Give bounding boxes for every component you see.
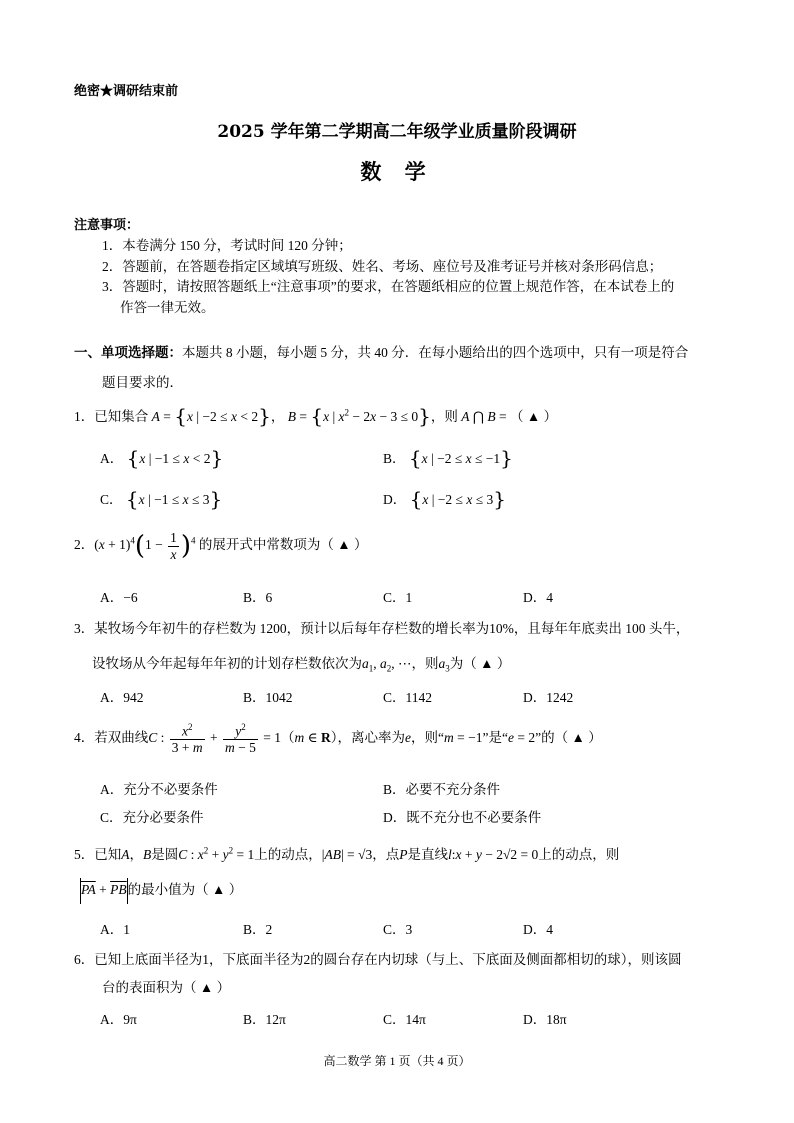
q4-text5: ”的（ ▲ ）: [535, 729, 602, 745]
q4-option-b: B．必要不充分条件: [383, 782, 501, 797]
q1-option-a: A． {x | −1 ≤ x < 2}: [100, 446, 224, 470]
q4-prefix: 4．若双曲线: [74, 729, 149, 745]
q4-option-c: C．充分必要条件: [100, 810, 204, 825]
question-4: 4．若双曲线C : $\frac{x^2}{3 + m}$ + $\frac{y^2}{m - 5}$ = 1（m ∈ R），离心率为e，则“m = −1”是“e = 2”的（ ▲ ）: [74, 722, 602, 756]
question-6-line2: 台的表面积为（ ▲ ）: [102, 980, 231, 995]
question-5-line1: 5．已知A，B是圆C : $x^2 + y^2 = 1$上的动点，|AB| = √3，点P是直线l:x + y − 2√2 = 0上的动点，则: [74, 845, 620, 862]
notes-heading: 注意事项：: [74, 217, 140, 232]
q5-t4: ，点: [372, 847, 400, 862]
q4-option-a: A．充分不必要条件: [100, 782, 218, 797]
q1-c-label: C．: [100, 492, 123, 507]
question-3-line1: 3．某牧场今年初牛的存栏数为 1200，预计以后每年存栏数的增长率为10%，且每年年底卖出 100 头牛，: [74, 621, 690, 636]
q3-option-d: D．1242: [523, 690, 574, 705]
subject-title: 数 学: [360, 159, 434, 184]
q5-t3: 上的动点，: [254, 847, 322, 862]
q1-prefix: 1．已知集合: [74, 409, 149, 424]
q1-option-c: C． {x | −1 ≤ x ≤ 3}: [100, 487, 223, 511]
section1-text-cont: 题目要求的．: [102, 375, 183, 390]
q6-option-d: D．18π: [523, 1012, 567, 1027]
q5-t2: 是圆: [151, 847, 179, 862]
q1-end: （ ▲ ）: [509, 409, 558, 424]
question-5-line2: $\overline{PA} + \overline{PB}$的最小值为（ ▲ ）: [80, 878, 242, 904]
q5-option-b: B．2: [243, 922, 273, 937]
q5-prefix: 5．已知: [74, 847, 122, 862]
q3-line2a: 设牧场从今年起每年年初的计划存栏数依次为: [92, 656, 362, 671]
q1-option-d: D． {x | −2 ≤ x ≤ 3}: [383, 487, 506, 511]
q6-option-b: B．12π: [243, 1012, 286, 1027]
section1-text: 本题共 8 小题，每小题 5 分，共 40 分．在每小题给出的四个选项中，只有一项是符合: [182, 345, 689, 360]
section1-label: 一、单项选择题：: [74, 345, 182, 360]
secret-label: 绝密★调研结束前: [74, 83, 179, 98]
q5-t6: 上的动点，则: [538, 847, 620, 862]
q2-option-a: A．−6: [100, 590, 138, 605]
question-2: 2．$(x + 1)^4(1$ − $\frac{1}{x}$ )$^4$ 的展开式中常数项为（ ▲ ）: [74, 530, 368, 562]
q5-option-a: A．1: [100, 922, 130, 937]
q4-text2: ），离心率为: [330, 729, 406, 745]
q4-text: （: [281, 729, 295, 745]
q2-option-c: C．1: [383, 590, 413, 605]
q6-option-c: C．14π: [383, 1012, 426, 1027]
q3-line2b: ，则: [411, 656, 439, 671]
q4-option-d: D．既不充分也不必要条件: [383, 810, 542, 825]
note-item-3: 3．答题时，请按照答题纸上“注意事项”的要求，在答题纸相应的位置上规范作答，在本试卷上的: [102, 279, 675, 294]
note-item-3-cont: 作答一律无效。: [120, 300, 215, 315]
q3-line2c: 为（ ▲ ）: [449, 656, 511, 671]
q1-b-label: B．: [383, 451, 406, 466]
question-3-line2: 设牧场从今年起每年年初的计划存栏数依次为$a_1$, $a_2$, ⋯，则$a_3$为（ ▲ ）: [92, 656, 511, 674]
q1-tail: ，则: [430, 409, 458, 424]
q5-option-c: C．3: [383, 922, 413, 937]
section1-heading: [74, 341, 688, 361]
q2-text: 的展开式中常数项为（ ▲ ）: [198, 537, 368, 553]
exam-title: 2025 学年第二学期高二年级学业质量阶段调研: [217, 122, 577, 142]
q1-d-label: D．: [383, 492, 407, 507]
q3-option-a: A．942: [100, 690, 144, 705]
q2-prefix: 2．: [74, 537, 95, 553]
q1-option-b: B． {x | −2 ≤ x ≤ −1}: [383, 446, 513, 470]
q4-text3: ，则“: [411, 729, 445, 745]
q2-option-d: D．4: [523, 590, 553, 605]
q5-option-d: D．4: [523, 922, 553, 937]
note-item-2: 2．答题前，在答题卷指定区域填写班级、姓名、考场、座位号及准考证号并核对条形码信息；: [102, 259, 663, 274]
q3-option-c: C．1142: [383, 690, 433, 705]
q5-line2: 的最小值为（ ▲ ）: [127, 882, 243, 898]
q3-option-b: B．1042: [243, 690, 293, 705]
note-item-1: 1．本卷满分 150 分，考试时间 120 分钟；: [102, 238, 352, 253]
q6-option-a: A．9π: [100, 1012, 137, 1027]
q1-sep: ，: [270, 409, 285, 424]
question-6-line1: 6．已知上底面半径为1，下底面半径为2的圆台存在内切球（与上、下底面及侧面都相切的球），则该圆: [74, 952, 682, 967]
page-footer: 高二数学 第 1 页（共 4 页）: [323, 1054, 471, 1068]
q2-option-b: B．6: [243, 590, 273, 605]
q1-a-label: A．: [100, 451, 124, 466]
question-1: 1．已知集合 A = {x | −2 ≤ x < 2}， B = {x | $x^2 - 2x - 3 \le 0$}，则 A ⋂ B = （ ▲ ）: [74, 404, 558, 428]
q5-t1: ，: [129, 847, 143, 862]
q5-t5: 是直线: [407, 847, 448, 862]
q4-text4: ”是“: [482, 729, 508, 745]
